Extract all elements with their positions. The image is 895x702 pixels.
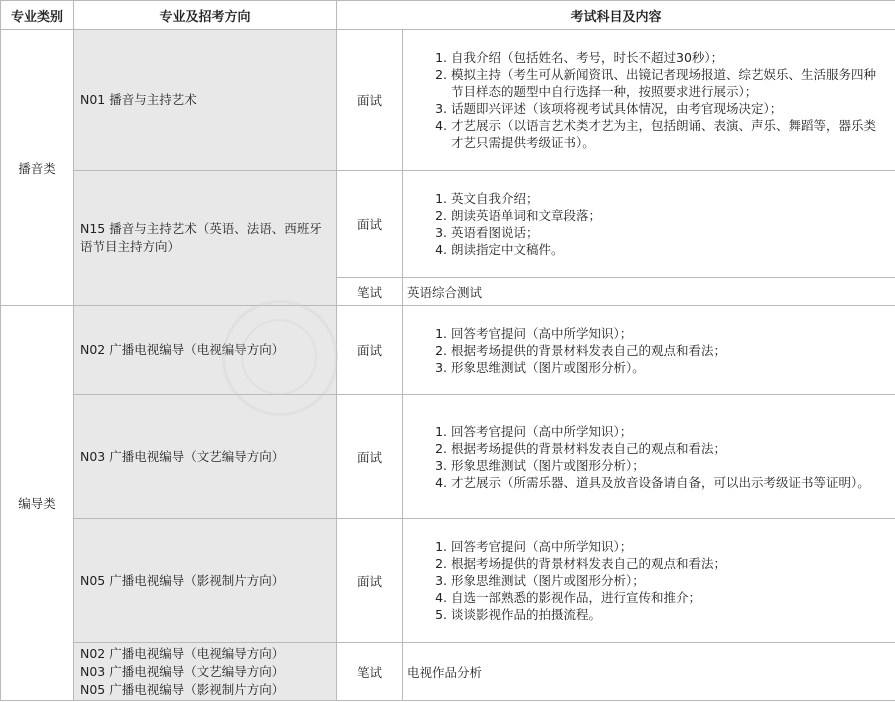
direction-line: N02 广播电视编导（电视编导方向） <box>80 645 285 661</box>
header-exam: 考试科目及内容 <box>337 1 895 30</box>
exam-content <box>403 171 895 278</box>
exam-content <box>403 395 895 519</box>
exam-written-content: 电视作品分析 <box>403 643 895 701</box>
exam-item: 4. 自选一部熟悉的影视作品，进行宣传和推介； <box>451 589 885 606</box>
exam-item: 5. 谈谈影视作品的拍摄流程。 <box>451 606 885 623</box>
exam-type: 面试 <box>337 519 403 643</box>
direction-cell: N01 播音与主持艺术 <box>74 30 337 171</box>
exam-item: 3. 形象思维测试（图片或图形分析）； <box>451 457 885 474</box>
exam-content <box>403 306 895 395</box>
header-direction: 专业及招考方向 <box>74 1 337 30</box>
table-row <box>1 30 895 171</box>
direction-cell: N02 广播电视编导（电视编导方向） <box>74 306 337 395</box>
exam-content <box>403 30 895 171</box>
table-header-row <box>1 1 895 30</box>
exam-item: 4. 才艺展示（以语言艺术类才艺为主，包括朗诵、表演、声乐、舞蹈等，器乐类才艺只需提供考级证书）。 <box>451 117 885 151</box>
exam-type: 笔试 <box>337 643 403 701</box>
exam-item: 1. 自我介绍（包括姓名、考号，时长不超过30秒）； <box>451 49 885 66</box>
exam-item: 2. 模拟主持（考生可从新闻资讯、出镜记者现场报道、综艺娱乐、生活服务四种节目样态的题型中自行选择一种，按照要求进行展示）； <box>451 66 885 100</box>
direction-cell: N03 广播电视编导（文艺编导方向） <box>74 395 337 519</box>
table-row <box>1 395 895 519</box>
direction-line: N03 广播电视编导（文艺编导方向） <box>80 663 285 679</box>
exam-item: 1. 英文自我介绍； <box>451 190 885 207</box>
exam-item: 1. 回答考官提问（高中所学知识）； <box>451 423 885 440</box>
exam-item: 3. 形象思维测试（图片或图形分析）； <box>451 572 885 589</box>
exam-written-content: 英语综合测试 <box>403 278 895 306</box>
direction-cell: N05 广播电视编导（影视制片方向） <box>74 519 337 643</box>
category-directing: 编导类 <box>1 306 74 701</box>
exam-item: 3. 话题即兴评述（该项将视考试具体情况，由考官现场决定）； <box>451 100 885 117</box>
table-row <box>1 519 895 643</box>
exam-type: 面试 <box>337 395 403 519</box>
table-row <box>1 306 895 395</box>
exam-item: 3. 形象思维测试（图片或图形分析）。 <box>451 359 885 376</box>
exam-item: 1. 回答考官提问（高中所学知识）； <box>451 325 885 342</box>
table-row <box>1 171 895 278</box>
exam-item: 4. 朗读指定中文稿件。 <box>451 241 885 258</box>
exam-items <box>407 538 885 623</box>
exam-items <box>407 190 885 258</box>
direction-line: N05 广播电视编导（影视制片方向） <box>80 681 285 697</box>
exam-type: 面试 <box>337 171 403 278</box>
exam-items <box>407 325 885 376</box>
exam-item: 3. 英语看图说话； <box>451 224 885 241</box>
exam-items <box>407 49 885 151</box>
exam-item: 2. 根据考场提供的背景材料发表自己的观点和看法； <box>451 440 885 457</box>
header-category: 专业类别 <box>1 1 74 30</box>
exam-item: 1. 回答考官提问（高中所学知识）； <box>451 538 885 555</box>
exam-item: 2. 朗读英语单词和文章段落； <box>451 207 885 224</box>
exam-item: 4. 才艺展示（所需乐器、道具及放音设备请自备，可以出示考级证书等证明）。 <box>451 474 885 491</box>
exam-type: 笔试 <box>337 278 403 306</box>
category-broadcast: 播音类 <box>1 30 74 306</box>
exam-type: 面试 <box>337 306 403 395</box>
exam-content <box>403 519 895 643</box>
direction-cell: N15 播音与主持艺术（英语、法语、西班牙语节目主持方向） <box>74 171 337 306</box>
table-row <box>1 643 895 701</box>
direction-cell-combined <box>74 643 337 701</box>
exam-item: 2. 根据考场提供的背景材料发表自己的观点和看法； <box>451 342 885 359</box>
exam-items <box>407 423 885 491</box>
exam-type: 面试 <box>337 30 403 171</box>
exam-item: 2. 根据考场提供的背景材料发表自己的观点和看法； <box>451 555 885 572</box>
